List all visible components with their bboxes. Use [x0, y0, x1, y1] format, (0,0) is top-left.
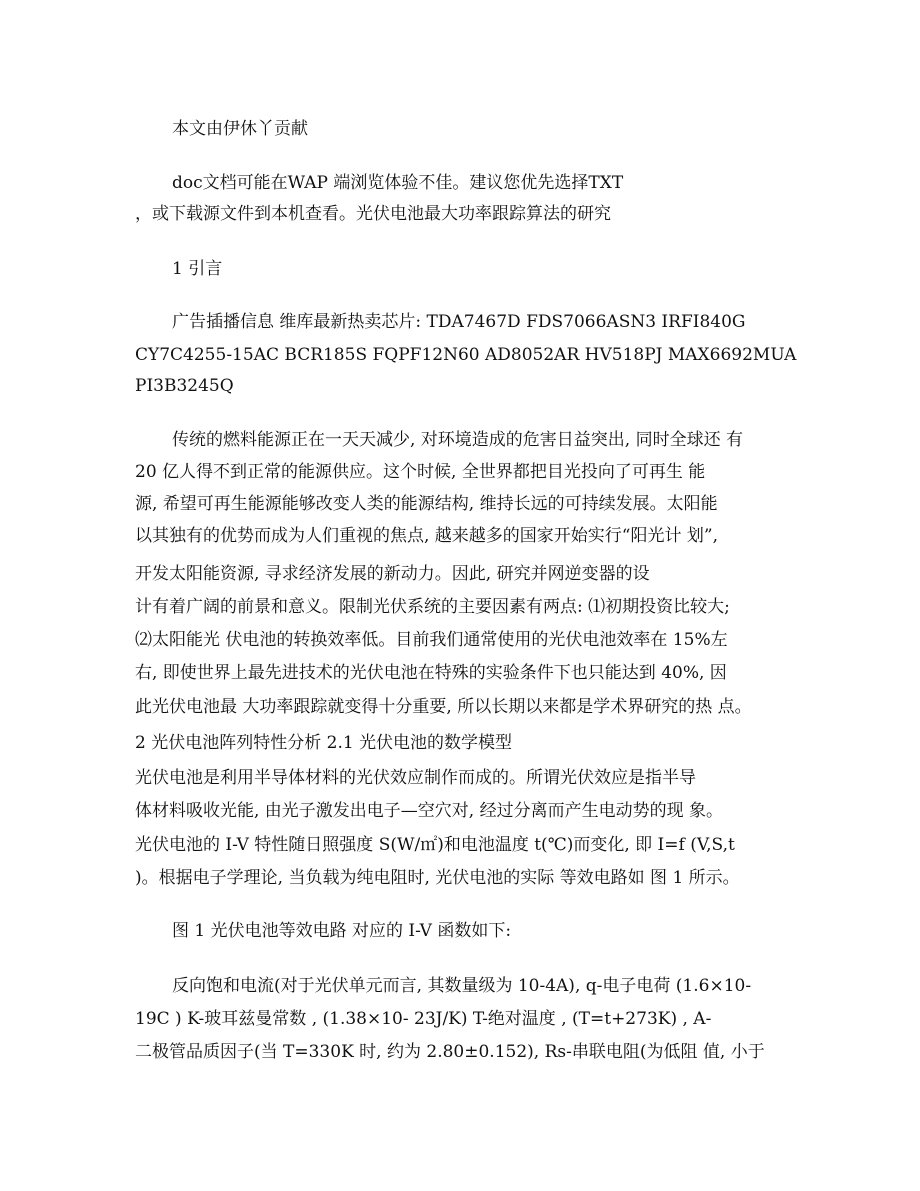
- body-line-14: )。根据电子学理论, 当负载为纯电阻时, 光伏电池的实际 等效电路如 图 1 所示。: [135, 868, 740, 888]
- ad-line-2: CY7C4255-15AC BCR185S FQPF12N60 AD8052AR HV518PJ MAX6692MUA: [135, 345, 797, 365]
- body-line-5: 开发太阳能资源, 寻求经济发展的新动力。因此, 研究并网逆变器的设: [135, 564, 650, 584]
- figure-caption: 图 1 光伏电池等效电路 对应的 I-V 函数如下:: [172, 921, 512, 941]
- body-line-6: 计有着广阔的前景和意义。限制光伏系统的主要因素有两点: ⑴初期投资比较大;: [135, 597, 730, 617]
- body-line-2: 20 亿人得不到正常的能源供应。这个时候, 全世界都把目光投向了可再生 能: [135, 462, 706, 482]
- notice-line-2: ，或下载源文件到本机查看。光伏电池最大功率跟踪算法的研究: [135, 204, 611, 224]
- body2-line-2: 19C ) K-玻耳兹曼常数 , (1.38×10- 23J/K) T-绝对温度 , (T=t+273K) , A-: [135, 1009, 712, 1029]
- body-line-12: 体材料吸收光能, 由光子激发出电子—空穴对, 经过分离而产生电动势的现 象。: [135, 801, 724, 821]
- attribution-line: 本文由伊休丫贡献: [172, 119, 308, 139]
- notice-line-1: doc文档可能在WAP 端浏览体验不佳。建议您优先选择TXT: [172, 173, 624, 193]
- section2-heading: 2 光伏电池阵列特性分析 2.1 光伏电池的数学模型: [135, 733, 513, 753]
- ad-line-3: PI3B3245Q: [135, 376, 234, 396]
- section-heading: 1 引言: [172, 259, 223, 279]
- body-line-11: 光伏电池是利用半导体材料的光伏效应制作而成的。所谓光伏效应是指半导: [135, 768, 696, 788]
- body-line-13: 光伏电池的 I-V 特性随日照强度 S(W/㎡)和电池温度 t(℃)而变化, 即 I=f (V,S,t: [135, 835, 735, 855]
- body2-line-1: 反向饱和电流(对于光伏单元而言, 其数量级为 10-4A), q-电子电荷 (1.6×10-: [172, 976, 752, 996]
- body-line-8: 右, 即使世界上最先进技术的光伏电池在特殊的实验条件下也只能达到 40%, 因: [135, 663, 727, 683]
- body-line-7: ⑵太阳能光 伏电池的转换效率低。目前我们通常使用的光伏电池效率在 15%左: [135, 630, 728, 650]
- body-line-1: 传统的燃料能源正在一天天减少, 对环境造成的危害日益突出, 同时全球还 有: [172, 430, 744, 450]
- ad-line-1: 广告插播信息 维库最新热卖芯片: TDA7467D FDS7066ASN3 IRFI840G: [172, 312, 746, 332]
- body2-line-3: 二极管品质因子(当 T=330K 时, 约为 2.80±0.152), Rs-串联电阻(为低阻 值, 小于: [135, 1042, 765, 1062]
- body-line-4: 以其独有的优势而成为人们重视的焦点, 越来越多的国家开始实行“阳光计 划”,: [135, 526, 718, 546]
- body-line-3: 源, 希望可再生能源能够改变人类的能源结构, 维持长远的可持续发展。太阳能: [135, 494, 718, 514]
- body-line-9: 此光伏电池最 大功率跟踪就变得十分重要, 所以长期以来都是学术界研究的热 点。: [135, 697, 752, 717]
